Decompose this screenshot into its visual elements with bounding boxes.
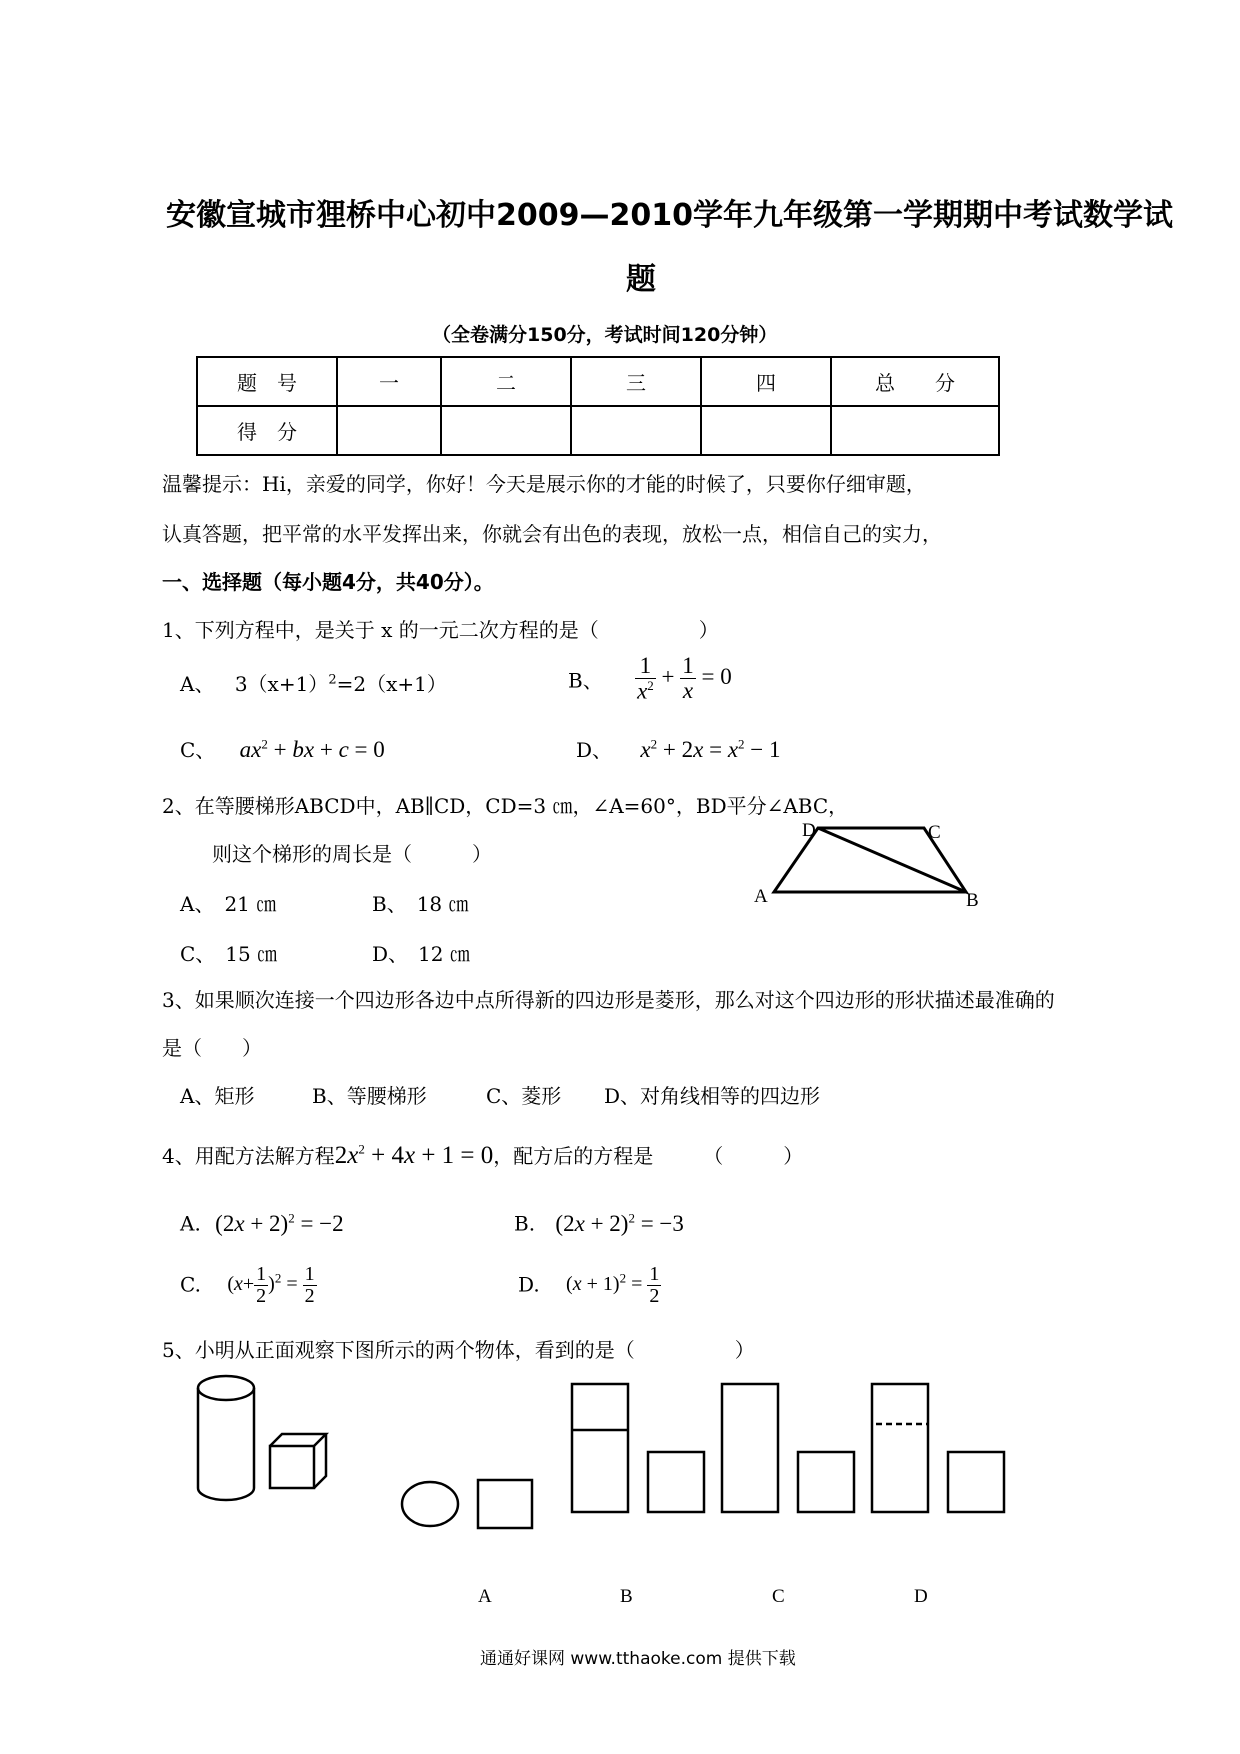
score-header-1: 一	[337, 357, 441, 406]
q2-option-a: A、 21 ㎝	[180, 892, 277, 916]
q4-stem: 4、用配方法解方程$2x^2 + 4x + 1 = 0$，配方后的方程是 （ ）	[162, 1141, 804, 1169]
option-d-figure	[872, 1384, 1004, 1512]
q4-stem-pre: 4、用配方法解方程	[162, 1144, 335, 1168]
label-c: C	[928, 822, 941, 843]
q1-option-c: C、 $ax^2$ + bx + c = 0	[180, 736, 385, 762]
tip-line-1: 温馨提示：Hi，亲爱的同学，你好！今天是展示你的才能的时候了，只要你仔细审题，	[162, 472, 926, 496]
label-d: D	[802, 820, 816, 841]
q3-option-a: A、矩形	[180, 1084, 255, 1108]
q1-a-rest: =2（x+1）	[336, 672, 447, 696]
section-heading: 一、选择题（每小题4分，共40分）。	[162, 570, 494, 594]
footer-source: 通通好课网 www.tthaoke.com 提供下载	[480, 1649, 796, 1669]
q1-b-label: B、	[568, 668, 603, 693]
score-header-4: 四	[701, 357, 831, 406]
q1-a-text: 3（x+1）	[234, 672, 329, 696]
q2-option-c: C、 15 ㎝	[180, 942, 278, 966]
q4-d-label: D.	[518, 1272, 540, 1297]
q4-b-label: B.	[514, 1211, 536, 1236]
option-b-figure	[572, 1384, 704, 1512]
label-b: B	[966, 890, 979, 911]
score-header-3: 三	[571, 357, 701, 406]
q4-c-label: C.	[180, 1272, 201, 1297]
cube-figure	[270, 1434, 326, 1488]
q4-option-c: C. (x+ $\frac{1}{2}$ )$^2$ = $\frac{1}{2}$	[180, 1263, 315, 1307]
q1-stem: 1、下列方程中，是关于 x 的一元二次方程的是（ ）	[162, 618, 719, 642]
q2-option-b: B、 18 ㎝	[372, 892, 469, 916]
q2-stem: 2、在等腰梯形ABCD中，AB∥CD，CD=3 ㎝，∠A=60°，BD平分∠ABC，	[162, 794, 849, 818]
score-row-label: 得 分	[197, 406, 337, 455]
label-a: A	[754, 886, 768, 907]
q4-option-a: A. $(2x + 2)^2 = -2$	[180, 1210, 344, 1236]
tip-line-2: 认真答题，把平常的水平发挥出来，你就会有出色的表现，放松一点，相信自己的实力，	[162, 522, 942, 546]
q1-d-label: D、	[576, 738, 613, 762]
exam-title-line2: 题	[626, 262, 656, 297]
q2-stem-2: 则这个梯形的周长是（ ）	[212, 842, 492, 866]
q1-option-b: B、 $\frac{1}{x^2}$ + $\frac{1}{x}$ = 0	[568, 653, 732, 704]
q5-option-c-label: C	[772, 1586, 785, 1607]
q5-option-a-label: A	[478, 1586, 492, 1607]
q4-a-label: A.	[180, 1211, 201, 1236]
q1-a-sup: 2	[328, 672, 337, 688]
option-a-figure	[402, 1480, 532, 1528]
q3-stem-2: 是（ ）	[162, 1036, 262, 1060]
cylinder-figure	[198, 1376, 254, 1500]
q3-option-d: D、对角线相等的四边形	[604, 1084, 821, 1108]
q1-option-d: D、 $x^2 + 2x = x^2 - 1$	[576, 736, 781, 762]
q1-c-label: C、	[180, 738, 216, 762]
q4-option-b: B. $(2x + 2)^2 = -3$	[514, 1210, 684, 1236]
option-c-figure	[722, 1384, 854, 1512]
q5-option-d-label: D	[914, 1586, 928, 1607]
q3-option-b: B、等腰梯形	[312, 1084, 427, 1108]
score-header-2: 二	[441, 357, 571, 406]
q5-stem: 5、小明从正面观察下图所示的两个物体，看到的是（ ）	[162, 1338, 755, 1362]
q3-option-c: C、菱形	[486, 1084, 562, 1108]
q5-option-b-label: B	[620, 1586, 633, 1607]
exam-title-line1: 安徽宣城市狸桥中心初中2009—2010学年九年级第一学期期中考试数学试	[166, 198, 1173, 233]
exam-subtitle: （全卷满分150分，考试时间120分钟）	[432, 324, 778, 346]
q1-a-label: A、	[180, 672, 215, 696]
score-header-label: 题 号	[197, 357, 337, 406]
q4-stem-post: ，配方后的方程是 （ ）	[493, 1144, 804, 1168]
q2-option-d: D、 12 ㎝	[372, 942, 470, 966]
q4-option-d: D. $(x + 1)^2$ = $\frac{1}{2}$	[518, 1263, 660, 1307]
score-header-total: 总 分	[831, 357, 999, 406]
q3-stem: 3、如果顺次连接一个四边形各边中点所得新的四边形是菱形，那么对这个四边形的形状描述最准确的	[162, 988, 1055, 1012]
